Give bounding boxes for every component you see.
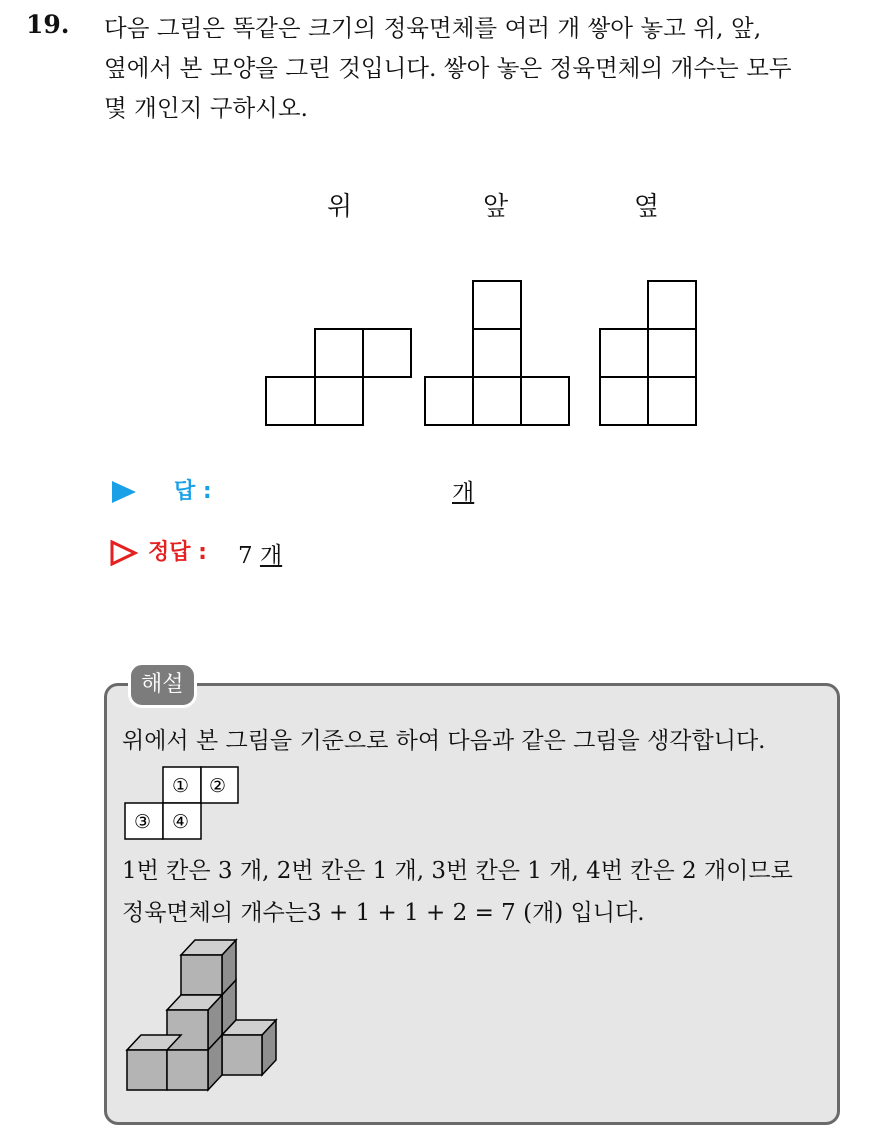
- top-view-label: 위: [327, 192, 353, 222]
- grid-label-2: ②: [209, 775, 227, 797]
- front-view-label: 앞: [483, 192, 509, 222]
- grid-label-3: ③: [134, 811, 152, 833]
- correct-answer-unit: 개: [259, 543, 283, 569]
- question-line-1: 다음 그림은 똑같은 크기의 정육면체를 여러 개 쌓아 놓고 위, 앞,: [104, 14, 762, 42]
- correct-answer-label: 정답 :: [148, 540, 207, 565]
- answer-label: 답 :: [174, 479, 212, 504]
- answer-unit: 개: [452, 480, 475, 506]
- question-line-3: 몇 개인지 구하시오.: [104, 94, 309, 122]
- side-view-label: 옆: [634, 192, 660, 222]
- grid-label-1: ①: [172, 775, 190, 797]
- question-line-2: 옆에서 본 모양을 그린 것입니다. 쌓아 놓은 정육면체의 개수는 모두: [104, 54, 792, 82]
- explanation-line-3: 정육면체의 개수는3 + 1 + 1 + 2 = 7 (개) 입니다.: [122, 900, 645, 926]
- explanation-tag: 해설: [128, 662, 197, 708]
- explanation-line-2: 1번 칸은 3 개, 2번 칸은 1 개, 3번 칸은 1 개, 4번 칸은 2 개이므로: [122, 858, 793, 884]
- cube-bottom-right: [222, 1020, 276, 1075]
- explanation-line-1: 위에서 본 그림을 기준으로 하여 다음과 같은 그림을 생각합니다.: [122, 728, 766, 754]
- question-number: 19.: [26, 10, 70, 39]
- grid-label-4: ④: [172, 811, 190, 833]
- correct-answer-value: 7: [238, 543, 253, 569]
- cube-top-back: [181, 940, 236, 995]
